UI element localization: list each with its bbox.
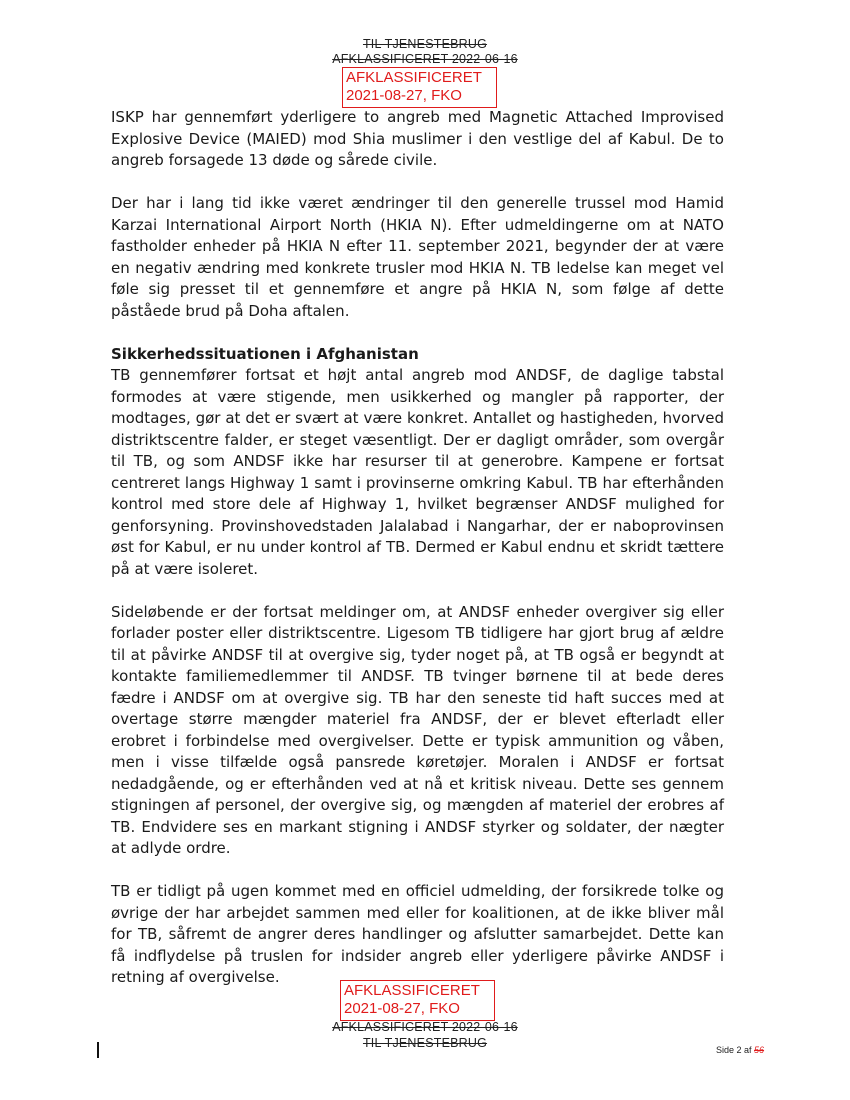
page-number-prefix: Side 2 af: [716, 1045, 755, 1055]
header-classification-afklassificeret-date: AFKLASSIFICERET 2022-06-16: [332, 52, 518, 66]
section-heading-security-situation: Sikkerhedssituationen i Afghanistan: [111, 344, 419, 363]
page-total-struck: 56: [754, 1045, 765, 1055]
paragraph-hkia-threat: Der har i lang tid ikke været ændringer til den generelle trussel mod Hamid Karzai International Airport North (HKIA N). Efter udmeldingerne om at NATO fastholder enheder på HKIA N efter 11. september 2021, begynder der at være en negativ ændring med konkrete trusler mod HKIA N. TB ledelse kan meget vel føle sig presset til et gennemføre et angre på HKIA N, som følge af dette påståede brud på Doha aftalen.: [111, 194, 724, 320]
page-number: [716, 1045, 764, 1055]
header-declassified-stamp: [342, 67, 497, 108]
document-body: [111, 107, 724, 1010]
footer-declassified-stamp: [340, 980, 495, 1021]
header-classification-til-tjenestebrug: TIL TJENESTEBRUG: [362, 37, 488, 51]
footer-classification-afklassificeret-date: AFKLASSIFICERET 2022-06-16: [332, 1020, 518, 1034]
footer-stamp-label: AFKLASSIFICERET: [344, 982, 480, 999]
header-stamp-label: AFKLASSIFICERET: [346, 69, 482, 86]
paragraph-tb-announcement: TB er tidligt på ugen kommet med en officiel udmelding, der forsikrede tolke og øvrige der har arbejdet sammen med eller for koalitionen, at de ikke bliver mål for TB, såfremt de angrer deres handlinger og afslutter samarbejdet. Dette kan få indflydelse på truslen for indsider angreb eller yderligere påvirke ANDSF i retning af overgivelse.: [111, 882, 724, 986]
paragraph-andsf-surrender: Sideløbende er der fortsat meldinger om, at ANDSF enheder overgiver sig eller forlader poster eller distriktscentre. Ligesom TB tidligere har gjort brug af ældre til at påvirke ANDSF til at overgive sig, tyder noget på, at TB også er begyndt at kontakte familiemedlemmer til ANDSF. TB tvinger børnene til at bede deres fædre i ANDSF om at overgive sig. TB har den seneste tid haft succes med at overtage større mængder materiel fra ANDSF, der er blevet efterladt eller erobret i forbindelse med overgivelser. Dette er typisk ammunition og våben, men i visse tilfælde også pansrede køretøjer. Moralen i ANDSF er fortsat nedadgående, og er efterhånden ved at nå et kritisk niveau. Dette ses gennem stigningen af personel, der overgive sig, og mængden af materiel der erobres af TB. Endvidere ses en markant stigning i ANDSF styrker og soldater, der nægter at adlyde ordre.: [111, 602, 724, 857]
paragraph-tb-attacks: TB gennemfører fortsat et højt antal angreb mod ANDSF, de daglige tabstal formodes at være stigende, men usikkerhed og mangler på rapporter, der modtages, gør at det er svært at være konkret. Antallet og hastigheden, hvorved distriktscentre falder, er steget væsentligt. Der er dagligt områder, som overgår til TB, og som ANDSF ikke har resurser til at generobre. Kampene er fortsat centreret langs Highway 1 samt i provinserne omkring Kabul. TB har efterhånden kontrol med store dele af Highway 1, hvilket begrænser ANDSF mulighed for genforsyning. Provinshovedstaden Jalalabad i Nangarhar, der er naboprovinsen øst for Kabul, er nu under kontrol af TB. Dermed er Kabul endnu et skridt tættere på at være isoleret.: [111, 366, 724, 578]
paragraph-iskp-attacks: ISKP har gennemført yderligere to angreb med Magnetic Attached Improvised Explosive Device (MAIED) mod Shia muslimer i den vestlige del af Kabul. De to angreb forsagede 13 døde og sårede civile.: [111, 108, 724, 169]
text-cursor-bar: [97, 1042, 99, 1058]
header-stamp-date: 2021-08-27, FKO: [346, 87, 462, 104]
footer-stamp-date: 2021-08-27, FKO: [344, 1000, 460, 1017]
footer-classification-til-tjenestebrug: TIL TJENESTEBRUG: [362, 1036, 488, 1050]
